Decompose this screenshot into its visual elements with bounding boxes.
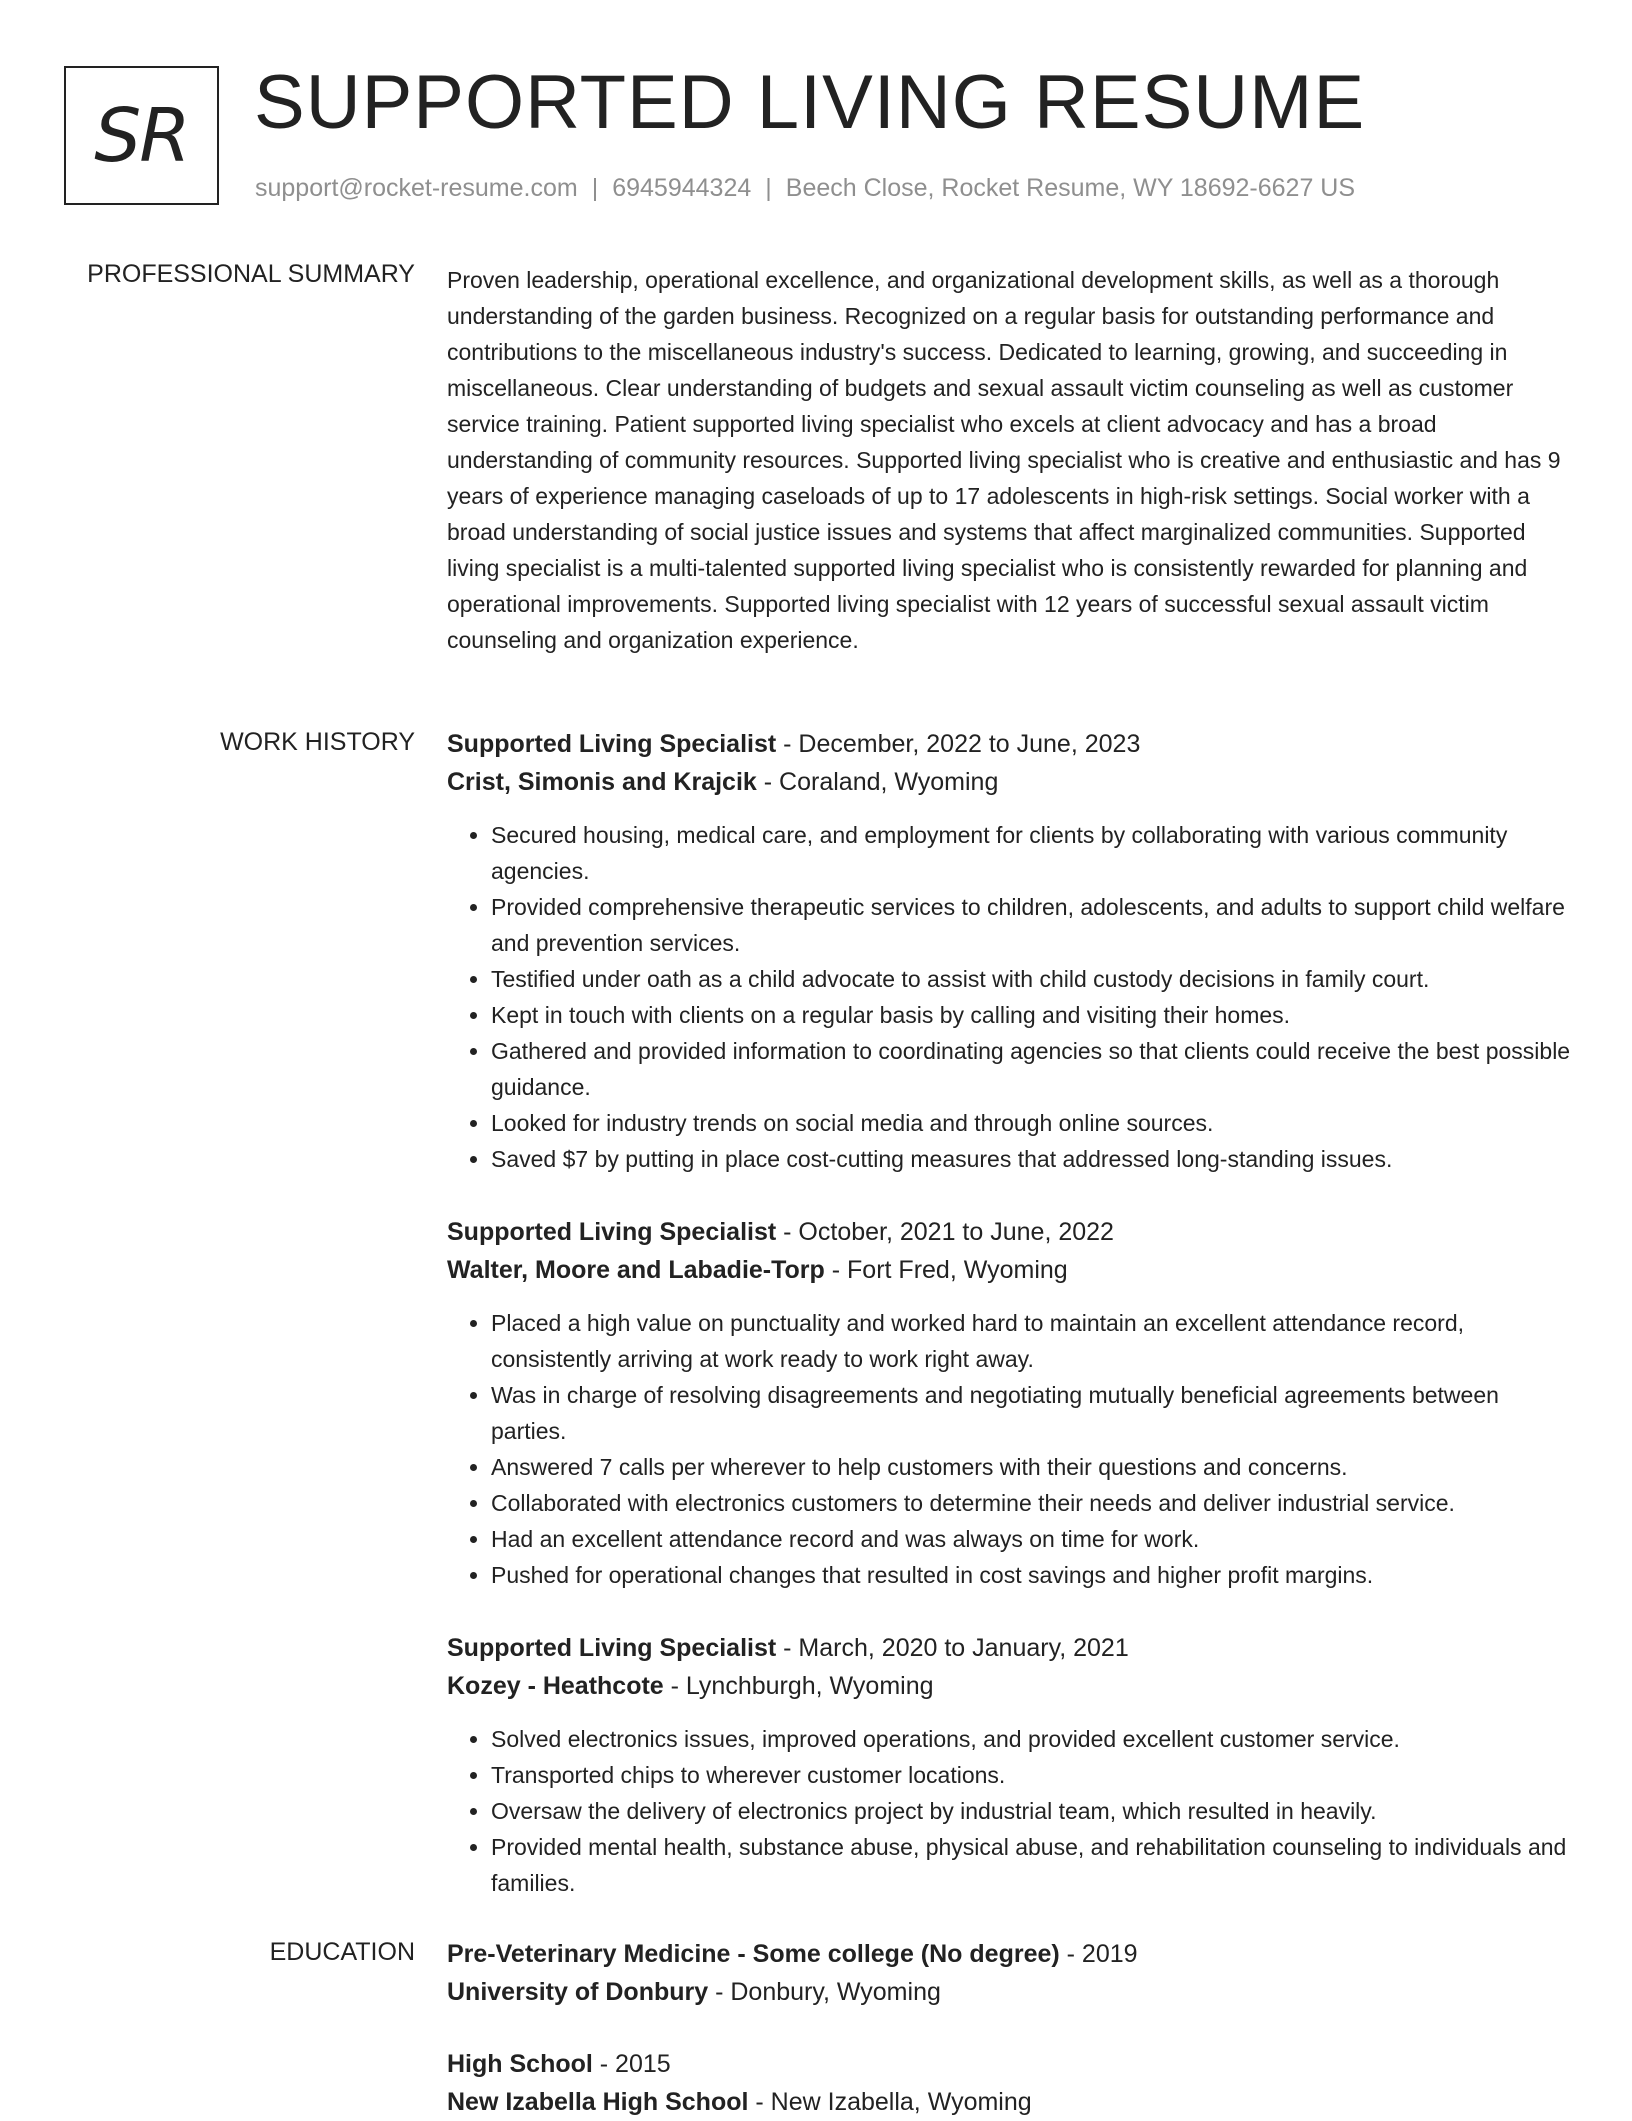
education-heading [447, 1935, 1577, 1973]
list-item: • Provided comprehensive therapeutic services to children, adolescents, and adults to support child welfare and prevention services. [491, 889, 1577, 961]
education-school: New Izabella High School [447, 2088, 749, 2116]
job-entry [447, 1213, 1577, 1593]
list-item: • Pushed for operational changes that resulted in cost savings and higher profit margins. [491, 1557, 1577, 1593]
job-bullet-list [447, 1721, 1577, 1901]
job-title: Supported Living Specialist [447, 1218, 777, 1246]
education-location: - Donbury, Wyoming [708, 1978, 941, 2006]
job-location: - Fort Fred, Wyoming [824, 1256, 1068, 1284]
monogram-initials: SR [94, 92, 189, 179]
list-item: • Solved electronics issues, improved operations, and provided excellent customer service. [491, 1721, 1577, 1757]
job-entry [447, 1629, 1577, 1901]
contact-line [255, 174, 1355, 203]
section-label-summary: PROFESSIONAL SUMMARY [87, 260, 415, 288]
job-employer [447, 763, 1577, 801]
job-heading [447, 1213, 1577, 1251]
job-dates: - March, 2020 to January, 2021 [776, 1634, 1129, 1662]
list-item: • Had an excellent attendance record and was always on time for work. [491, 1521, 1577, 1557]
list-item: • Testified under oath as a child advocate to assist with child custody decisions in family court. [491, 961, 1577, 997]
list-item: • Collaborated with electronics customers to determine their needs and deliver industrial service. [491, 1485, 1577, 1521]
job-location: - Lynchburgh, Wyoming [663, 1672, 934, 1700]
education-school-line [447, 2083, 1577, 2121]
job-company: Walter, Moore and Labadie-Torp [447, 1256, 825, 1284]
job-title: Supported Living Specialist [447, 1634, 777, 1662]
job-employer [447, 1667, 1577, 1705]
job-bullet-list [447, 817, 1577, 1177]
job-dates: - October, 2021 to June, 2022 [776, 1218, 1114, 1246]
education-degree: Pre-Veterinary Medicine - Some college (No degree) [447, 1940, 1060, 1968]
list-item: • Looked for industry trends on social media and through online sources. [491, 1105, 1577, 1141]
job-company: Crist, Simonis and Krajcik [447, 768, 757, 796]
education-degree: High School [447, 2050, 593, 2078]
job-dates: - December, 2022 to June, 2023 [776, 730, 1141, 758]
list-item: • Answered 7 calls per wherever to help customers with their questions and concerns. [491, 1449, 1577, 1485]
education-entry [447, 2045, 1577, 2121]
list-item: • Secured housing, medical care, and employment for clients by collaborating with various community agencies. [491, 817, 1577, 889]
list-item: • Provided mental health, substance abuse, physical abuse, and rehabilitation counseling to individuals and families. [491, 1829, 1577, 1901]
education-year: - 2019 [1059, 1940, 1138, 1968]
list-item: • Gathered and provided information to coordinating agencies so that clients could receive the best possible guidance. [491, 1033, 1577, 1105]
contact-separator: | [591, 174, 599, 202]
summary-text: Proven leadership, operational excellence, and organizational development skills, as well as a thorough understanding of the garden business. Recognized on a regular basis for outstanding performance and contributions to the miscellaneous industry's success. Dedicated to learning, growing, and succeeding in miscellaneous. Clear understanding of budgets and sexual assault victim counseling as well as customer service training. Patient supported living specialist who excels at client advocacy and has a broad understanding of community resources. Supported living specialist who is creative and enthusiastic and has 9 years of experience managing caseloads of up to 17 adolescents in high-risk settings. Social worker with a broad understanding of social justice issues and systems that affect marginalized communities. Supported living specialist is a multi-talented supported living specialist who is consistently rewarded for planning and operational improvements. Supported living specialist with 12 years of successful sexual assault victim counseling and organization experience. [447, 267, 1561, 653]
job-company: Kozey - Heathcote [447, 1672, 664, 1700]
education-school-line [447, 1973, 1577, 2011]
list-item: • Placed a high value on punctuality and worked hard to maintain an excellent attendance record, consistently arriving at work ready to work right away. [491, 1305, 1577, 1377]
job-bullet-list [447, 1305, 1577, 1593]
job-heading [447, 725, 1577, 763]
list-item: • Saved $7 by putting in place cost-cutting measures that addressed long-standing issues. [491, 1141, 1577, 1177]
education-entry [447, 1935, 1577, 2011]
job-entry [447, 725, 1577, 1177]
job-employer [447, 1251, 1577, 1289]
education-year: - 2015 [592, 2050, 671, 2078]
section-label-education: EDUCATION [269, 1938, 415, 1966]
list-item: • Kept in touch with clients on a regular basis by calling and visiting their homes. [491, 997, 1577, 1033]
job-title: Supported Living Specialist [447, 730, 777, 758]
education-heading [447, 2045, 1577, 2083]
contact-phone: 6945944324 [612, 174, 752, 202]
list-item: • Oversaw the delivery of electronics project by industrial team, which resulted in heavily. [491, 1793, 1577, 1829]
monogram-box [64, 66, 219, 205]
contact-email: support@rocket-resume.com [255, 174, 578, 202]
list-item: • Was in charge of resolving disagreements and negotiating mutually beneficial agreements between parties. [491, 1377, 1577, 1449]
section-label-work-history: WORK HISTORY [220, 728, 415, 756]
contact-address: Beech Close, Rocket Resume, WY 18692-6627 US [785, 174, 1356, 202]
job-heading [447, 1629, 1577, 1667]
education-location: - New Izabella, Wyoming [748, 2088, 1032, 2116]
list-item: • Transported chips to wherever customer locations. [491, 1757, 1577, 1793]
contact-separator: | [765, 174, 772, 202]
education-school: University of Donbury [447, 1978, 709, 2006]
resume-title: SUPPORTED LIVING RESUME [254, 60, 1366, 145]
job-location: - Coraland, Wyoming [756, 768, 999, 796]
